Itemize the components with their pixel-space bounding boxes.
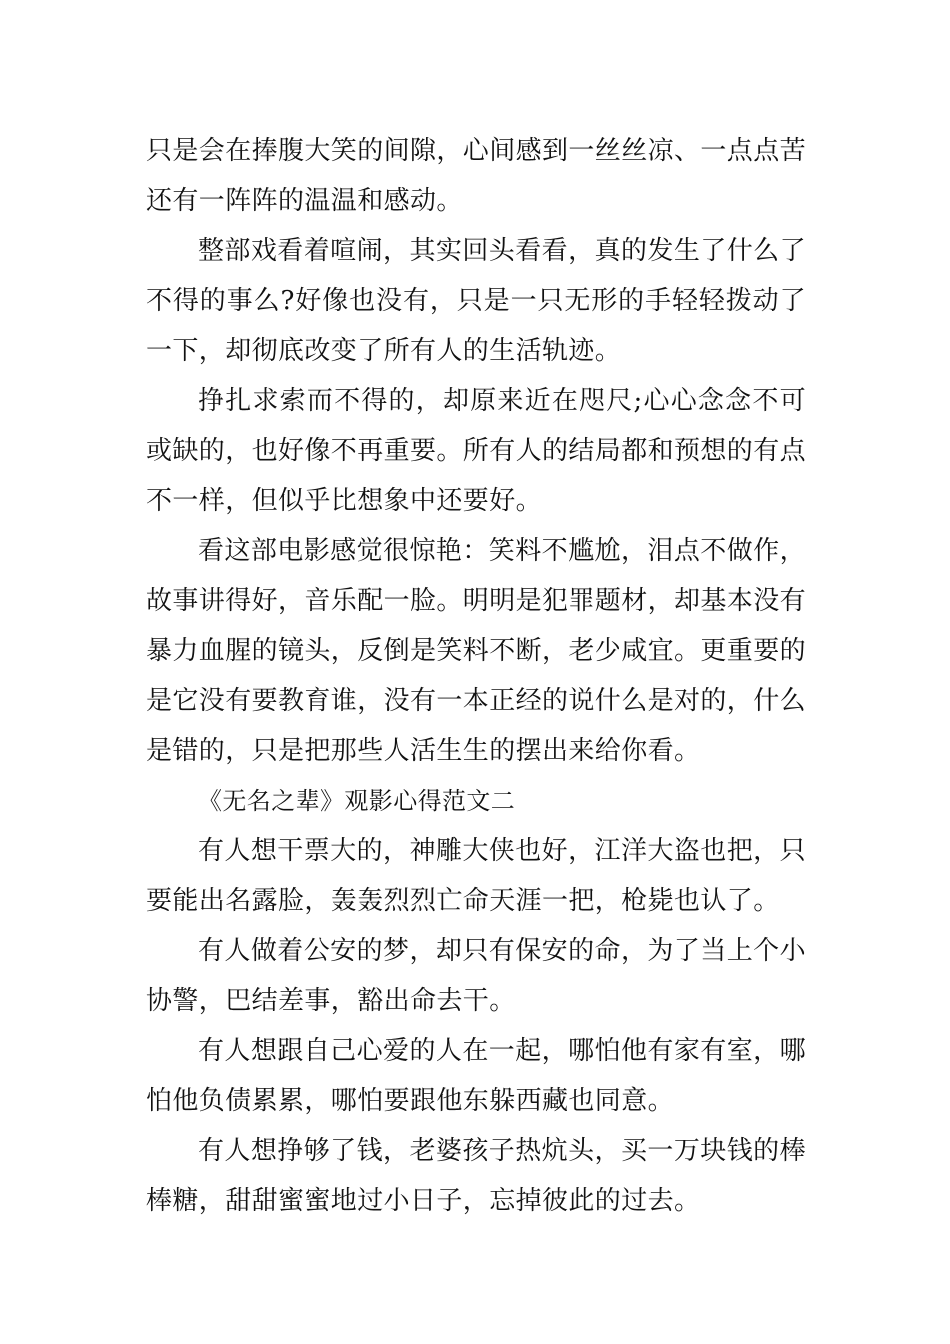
paragraph: 整部戏看着喧闹，其实回头看看，真的发生了什么了不得的事么?好像也没有，只是一只无形的手轻轻拨动了一下，却彻底改变了所有人的生活轨迹。 [146, 236, 806, 366]
paragraph: 只是会在捧腹大笑的间隙，心间感到一丝丝凉、一点点苦还有一阵阵的温温和感动。 [146, 136, 807, 216]
paragraph: 有人想挣够了钱，老婆孩子热炕头，买一万块钱的棒棒糖，甜甜蜜蜜地过小日子，忘掉彼此的过去。 [146, 1136, 806, 1216]
paragraph: 看这部电影感觉很惊艳：笑料不尴尬，泪点不做作，故事讲得好，音乐配一脸。明明是犯罪题材，却基本没有暴力血腥的镜头，反倒是笑料不断，老少咸宜。更重要的是它没有要教育谁，没有一本正经的说什么是对的，什么是错的，只是把那些人活生生的摆出来给你看。 [146, 536, 807, 766]
paragraph: 有人想干票大的，神雕大侠也好，江洋大盗也把，只要能出名露脸，轰轰烈烈亡命天涯一把，枪毙也认了。 [146, 836, 806, 916]
paragraph: 有人想跟自己心爱的人在一起，哪怕他有家有室，哪怕他负债累累，哪怕要跟他东躲西藏也同意。 [146, 1036, 806, 1116]
paragraph: 有人做着公安的梦，却只有保安的命，为了当上个小协警，巴结差事，豁出命去干。 [146, 936, 806, 1016]
paragraph: 挣扎求索而不得的，却原来近在咫尺;心心念念不可或缺的，也好像不再重要。所有人的结局都和预想的有点不一样，但似乎比想象中还要好。 [146, 386, 807, 516]
document-body [146, 126, 806, 1226]
section-heading: 《无名之辈》观影心得范文二 [198, 787, 516, 815]
